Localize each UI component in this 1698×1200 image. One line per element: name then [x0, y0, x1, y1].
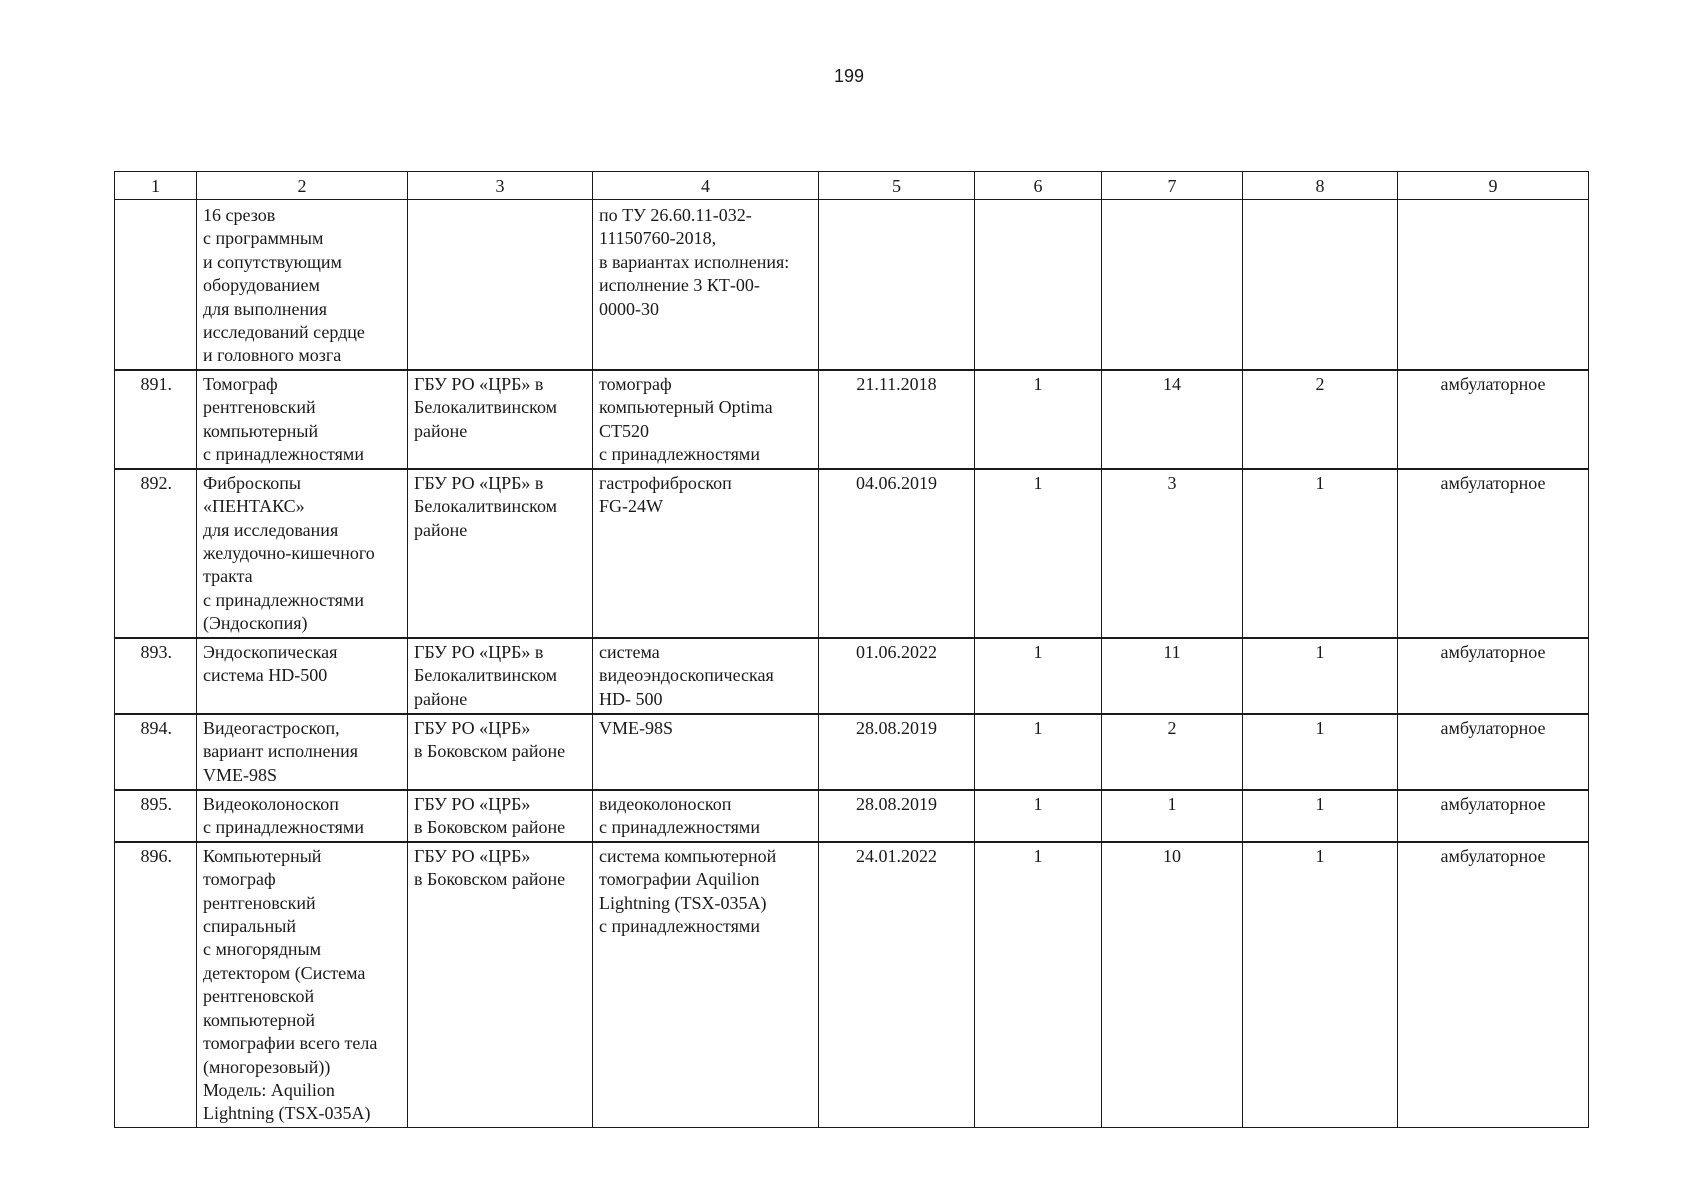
equipment-table — [114, 171, 1589, 1128]
cell-col7: 2 — [1102, 714, 1243, 790]
cell-org: ГБУ РО «ЦРБ» в Боковском районе — [408, 790, 593, 842]
table-row — [115, 638, 1589, 714]
cell-type: амбулаторное — [1398, 842, 1589, 1127]
cell-num: 896. — [115, 842, 197, 1127]
table-row — [115, 370, 1589, 469]
cell-name: Видеоколоноскоп с принадлежностями — [197, 790, 408, 842]
column-header: 9 — [1398, 172, 1589, 200]
cell-model: система видеоэндоскопическая HD- 500 — [593, 638, 819, 714]
cell-model: видеоколоноскоп с принадлежностями — [593, 790, 819, 842]
cell-num: 893. — [115, 638, 197, 714]
column-header: 5 — [819, 172, 975, 200]
cell-type: амбулаторное — [1398, 790, 1589, 842]
table-row — [115, 200, 1589, 370]
cell-date: 28.08.2019 — [819, 790, 975, 842]
cell-date: 21.11.2018 — [819, 370, 975, 469]
cell-org — [408, 200, 593, 370]
page-number: 199 — [833, 66, 865, 86]
table-row — [115, 469, 1589, 638]
cell-model: гастрофиброскоп FG-24W — [593, 469, 819, 638]
column-header: 1 — [115, 172, 197, 200]
column-header: 6 — [975, 172, 1102, 200]
column-header: 8 — [1243, 172, 1398, 200]
cell-col6 — [975, 200, 1102, 370]
cell-name: Эндоскопическая система HD-500 — [197, 638, 408, 714]
cell-name: Видеогастроскоп, вариант исполнения VME-98S — [197, 714, 408, 790]
table-row — [115, 790, 1589, 842]
table-row — [115, 842, 1589, 1127]
cell-type: амбулаторное — [1398, 714, 1589, 790]
cell-col8: 1 — [1243, 714, 1398, 790]
cell-date: 01.06.2022 — [819, 638, 975, 714]
cell-col8: 2 — [1243, 370, 1398, 469]
cell-num — [115, 200, 197, 370]
cell-name: Фиброскопы «ПЕНТАКС» для исследования желудочно-кишечного тракта с принадлежностями (Эндоскопия) — [197, 469, 408, 638]
column-header: 3 — [408, 172, 593, 200]
cell-model: по ТУ 26.60.11-032- 11150760-2018, в вариантах исполнения: исполнение 3 КТ-00- 0000-30 — [593, 200, 819, 370]
cell-col6: 1 — [975, 370, 1102, 469]
cell-org: ГБУ РО «ЦРБ» в Боковском районе — [408, 714, 593, 790]
cell-num: 892. — [115, 469, 197, 638]
cell-org: ГБУ РО «ЦРБ» в Боковском районе — [408, 842, 593, 1127]
cell-col8: 1 — [1243, 469, 1398, 638]
cell-date — [819, 200, 975, 370]
cell-col7: 14 — [1102, 370, 1243, 469]
cell-col6: 1 — [975, 469, 1102, 638]
cell-col8: 1 — [1243, 638, 1398, 714]
cell-org: ГБУ РО «ЦРБ» в Белокалитвинском районе — [408, 469, 593, 638]
header-row — [115, 172, 1589, 200]
cell-col7: 3 — [1102, 469, 1243, 638]
cell-name: 16 срезов с программным и сопутствующим оборудованием для выполнения исследований сердце и головного мозга — [197, 200, 408, 370]
cell-num: 895. — [115, 790, 197, 842]
cell-type: амбулаторное — [1398, 370, 1589, 469]
table-row — [115, 714, 1589, 790]
cell-col7: 10 — [1102, 842, 1243, 1127]
cell-type: амбулаторное — [1398, 638, 1589, 714]
cell-date: 04.06.2019 — [819, 469, 975, 638]
column-header: 4 — [593, 172, 819, 200]
cell-col8 — [1243, 200, 1398, 370]
cell-col6: 1 — [975, 790, 1102, 842]
cell-org: ГБУ РО «ЦРБ» в Белокалитвинском районе — [408, 638, 593, 714]
cell-num: 891. — [115, 370, 197, 469]
column-header: 2 — [197, 172, 408, 200]
cell-col7 — [1102, 200, 1243, 370]
cell-date: 28.08.2019 — [819, 714, 975, 790]
cell-model: томограф компьютерный Optima CT520 с принадлежностями — [593, 370, 819, 469]
cell-col7: 11 — [1102, 638, 1243, 714]
cell-col8: 1 — [1243, 790, 1398, 842]
cell-org: ГБУ РО «ЦРБ» в Белокалитвинском районе — [408, 370, 593, 469]
cell-col7: 1 — [1102, 790, 1243, 842]
cell-type — [1398, 200, 1589, 370]
cell-model: система компьютерной томографии Aquilion Lightning (TSX-035A) с принадлежностями — [593, 842, 819, 1127]
cell-date: 24.01.2022 — [819, 842, 975, 1127]
cell-col6: 1 — [975, 842, 1102, 1127]
column-header: 7 — [1102, 172, 1243, 200]
cell-col8: 1 — [1243, 842, 1398, 1127]
cell-num: 894. — [115, 714, 197, 790]
cell-name: Томограф рентгеновский компьютерный с принадлежностями — [197, 370, 408, 469]
cell-name: Компьютерный томограф рентгеновский спиральный с многорядным детектором (Система рентгеновской компьютерной томографии всего тела (многорезовый)) Модель: Aquilion Lightning (TSX-035A) — [197, 842, 408, 1127]
cell-col6: 1 — [975, 714, 1102, 790]
cell-col6: 1 — [975, 638, 1102, 714]
cell-model: VME-98S — [593, 714, 819, 790]
cell-type: амбулаторное — [1398, 469, 1589, 638]
